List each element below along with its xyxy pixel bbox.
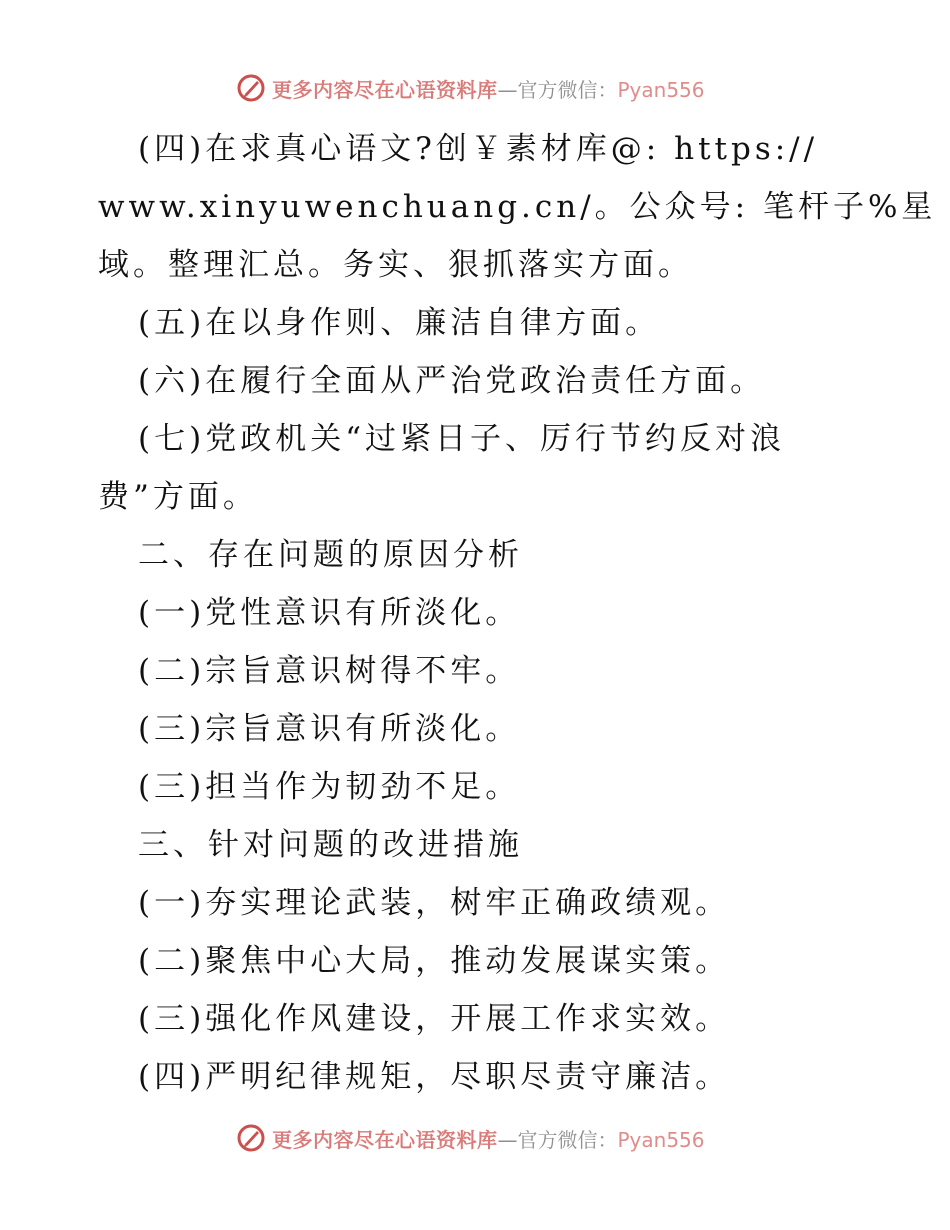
paragraph-line: (四)在求真心语文?创￥素材库@: https:// [138, 131, 819, 167]
paragraph-line: (一)党性意识有所淡化。 [138, 595, 521, 631]
header-wechat-label: 官方微信： [517, 78, 618, 102]
paragraph-line: (二)聚焦中心大局，推动发展谋实策。 [138, 943, 731, 979]
header-wechat-id: Pyan556 [617, 78, 705, 102]
paragraph-line: 费”方面。 [98, 479, 258, 515]
paragraph-line: (三)宗旨意识有所淡化。 [138, 711, 521, 747]
footer-wechat-label: 官方微信： [517, 1128, 618, 1152]
header-dash: — [497, 78, 518, 102]
footer-promo-text: 更多内容尽在心语资料库 [272, 1128, 498, 1152]
footer-banner-text [272, 1128, 705, 1152]
paragraph-line: www.xinyuwenchuang.cn/。公众号: 笔杆子%星 [98, 189, 937, 225]
paragraph-line: (三)担当作为韧劲不足。 [138, 769, 521, 805]
paragraph-line: (四)严明纪律规矩，尽职尽责守廉洁。 [138, 1059, 731, 1095]
footer-banner [0, 1120, 950, 1160]
pen-logo-icon [236, 1123, 266, 1153]
paragraph-line: (六)在履行全面从严治党政治责任方面。 [138, 363, 766, 399]
header-banner [0, 70, 950, 110]
paragraph-line: 域。整理汇总。务实、狠抓落实方面。 [98, 247, 693, 283]
paragraph-line: (五)在以身作则、廉洁自律方面。 [138, 305, 661, 341]
document-body [98, 120, 937, 1106]
pen-logo-icon [236, 73, 266, 103]
header-promo-text: 更多内容尽在心语资料库 [272, 78, 498, 102]
footer-dash: — [497, 1128, 518, 1152]
paragraph-line: (三)强化作风建设，开展工作求实效。 [138, 1001, 731, 1037]
header-banner-text [272, 78, 705, 102]
section-heading: 三、针对问题的改进措施 [138, 827, 523, 863]
section-heading: 二、存在问题的原因分析 [138, 537, 523, 573]
paragraph-line: (七)党政机关“过紧日子、厉行节约反对浪 [138, 421, 786, 457]
footer-wechat-id: Pyan556 [617, 1128, 705, 1152]
paragraph-line: (一)夯实理论武装，树牢正确政绩观。 [138, 885, 731, 921]
paragraph-line: (二)宗旨意识树得不牢。 [138, 653, 521, 689]
